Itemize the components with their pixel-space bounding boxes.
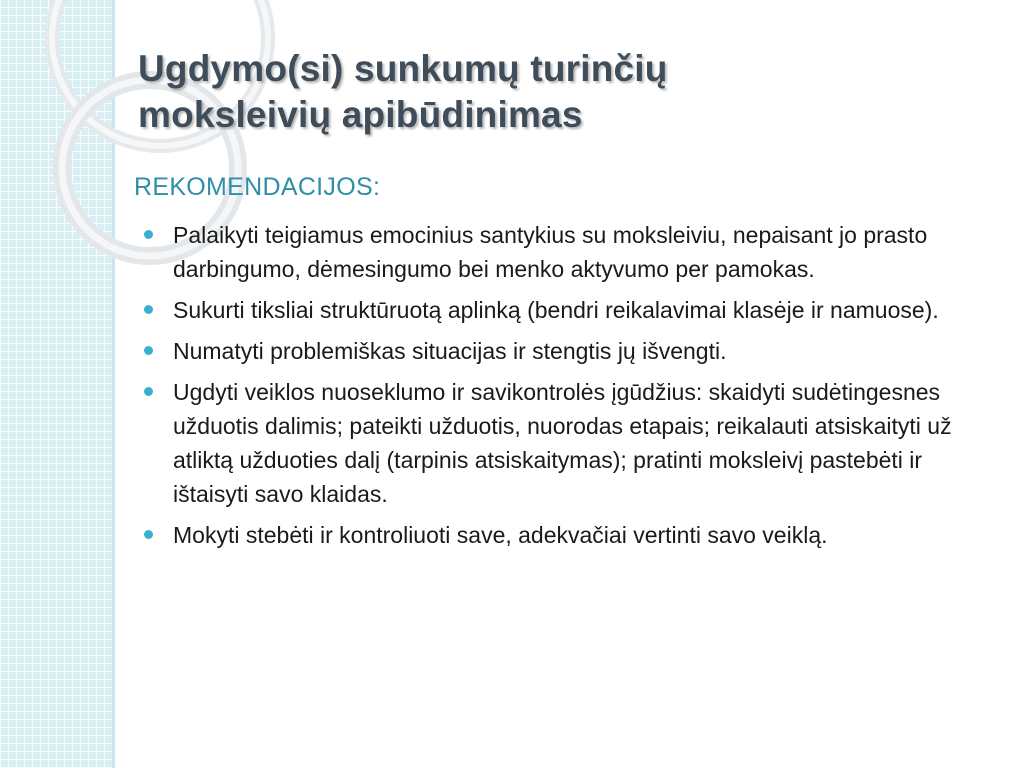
bullet-dot-icon	[144, 530, 153, 539]
bullet-dot-icon	[144, 230, 153, 239]
list-item	[0, 334, 1003, 368]
bullet-dot-icon	[144, 346, 153, 355]
recommendations-list	[0, 218, 1024, 559]
slide-title-line-2: moksleivių apibūdinimas	[138, 94, 583, 135]
list-item-text: Sukurti tiksliai struktūruotą aplinką (bendri reikalavimai klasėje ir namuose).	[173, 297, 939, 323]
list-item-text: Palaikyti teigiamus emocinius santykius su moksleiviu, nepaisant jo prasto darbingumo, dėmesingumo bei menko aktyvumo per pamokas.	[173, 222, 928, 282]
recommendations-heading: REKOMENDACIJOS:	[134, 173, 381, 201]
list-item-text: Ugdyti veiklos nuoseklumo ir savikontrolės įgūdžius: skaidyti sudėtingesnes užduotis dalimis; pateikti užduotis, nuorodas etapais; reikalauti atsiskaityti už atliktą užduoties dalį (tarpinis atsiskaitymas); pratinti moksleivį pastebėti ir ištaisyti savo klaidas.	[173, 379, 952, 507]
bullet-dot-icon	[144, 305, 153, 314]
bullet-dot-icon	[144, 387, 153, 396]
list-item-text: Mokyti stebėti ir kontroliuoti save, adekvačiai vertinti savo veiklą.	[173, 522, 828, 548]
list-item-text: Numatyti problemiškas situacijas ir stengtis jų išvengti.	[173, 338, 727, 364]
slide-title-line-1: Ugdymo(si) sunkumų turinčių	[138, 48, 668, 89]
slide-title	[138, 46, 998, 138]
list-item	[0, 293, 1003, 327]
list-item	[0, 375, 1003, 511]
list-item	[0, 218, 1003, 286]
list-item	[0, 518, 1003, 552]
